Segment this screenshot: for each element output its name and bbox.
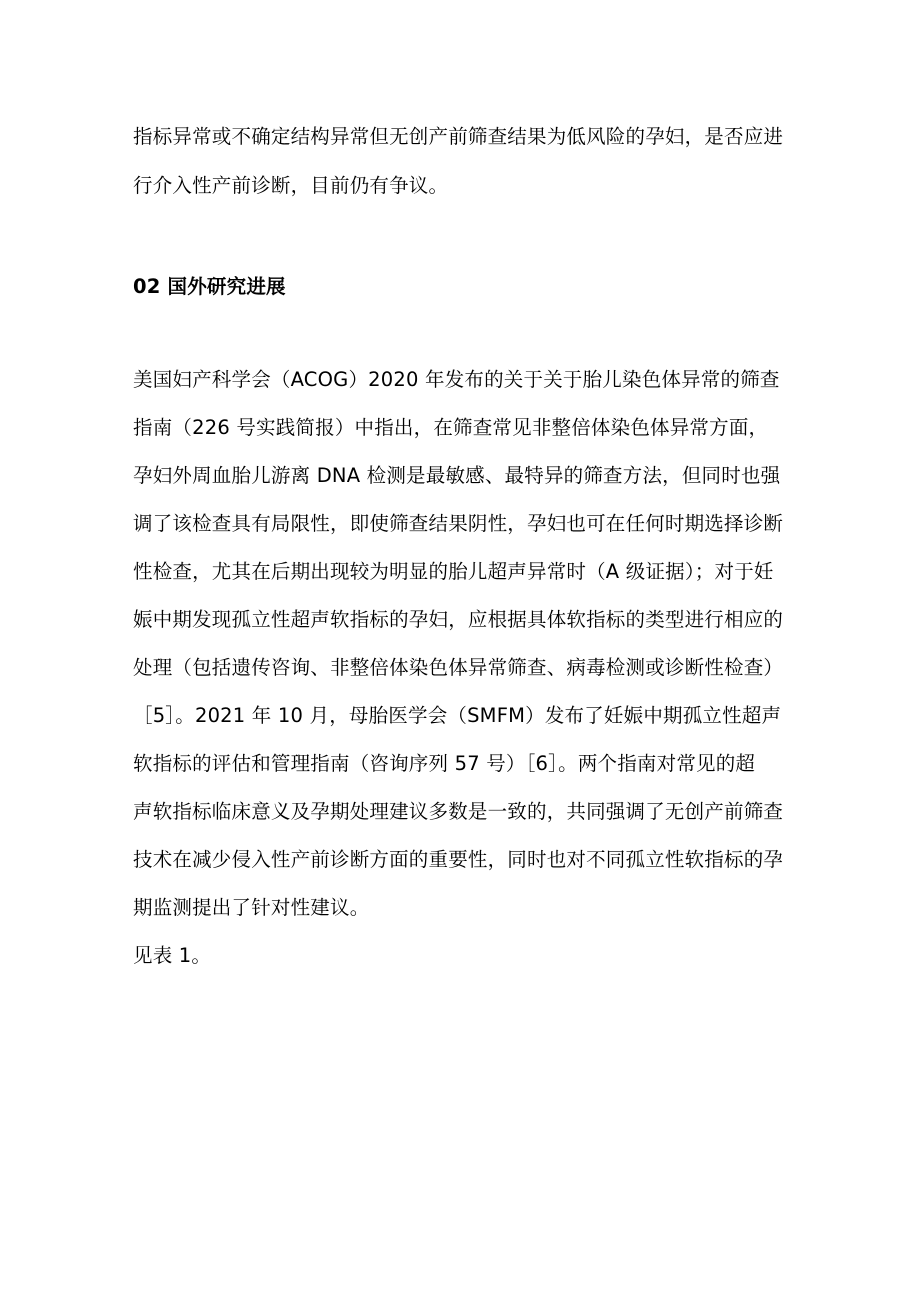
paragraph-2-line-3: 孕妇外周血胎儿游离 DNA 检测是最敏感、最特异的筛查方法，但同时也强 <box>133 464 781 487</box>
paragraph-2-line-6: 娠中期发现孤立性超声软指标的孕妇，应根据具体软指标的类型进行相应的 <box>133 608 784 631</box>
paragraph-1-line-1: 指标异常或不确定结构异常但无创产前筛查结果为低风险的孕妇，是否应进 <box>133 125 784 148</box>
paragraph-2-line-5: 性检查，尤其在后期出现较为明显的胎儿超声异常时（A 级证据）；对于妊 <box>133 560 774 583</box>
paragraph-2-line-10: 声软指标临床意义及孕期处理建议多数是一致的，共同强调了无创产前筛查 <box>133 800 784 823</box>
paragraph-2-line-8: ［5］。2021 年 10 月，母胎医学会（SMFM）发布了妊娠中期孤立性超声 <box>133 704 782 727</box>
paragraph-2-line-11: 技术在减少侵入性产前诊断方面的重要性，同时也对不同孤立性软指标的孕 <box>133 848 784 871</box>
paragraph-2-line-4: 调了该检查具有局限性，即使筛查结果阴性，孕妇也可在任何时期选择诊断 <box>133 512 784 535</box>
paragraph-2-line-2: 指南（226 号实践简报）中指出，在筛查常见非整倍体染色体异常方面， <box>133 416 769 439</box>
paragraph-2-line-7: 处理（包括遗传咨询、非整倍体染色体异常筛查、病毒检测或诊断性检查） <box>133 656 784 679</box>
section-heading: 02 国外研究进展 <box>133 275 286 298</box>
paragraph-2-line-9: 软指标的评估和管理指南（咨询序列 57 号）［6］。两个指南对常见的超 <box>133 752 756 775</box>
paragraph-2-line-1: 美国妇产科学会（ACOG）2020 年发布的关于关于胎儿染色体异常的筛查 <box>133 368 780 391</box>
paragraph-1-line-2: 行介入性产前诊断，目前仍有争议。 <box>133 174 449 197</box>
paragraph-3: 见表 1。 <box>133 944 212 967</box>
paragraph-2-line-12: 期监测提出了针对性建议。 <box>133 896 370 919</box>
